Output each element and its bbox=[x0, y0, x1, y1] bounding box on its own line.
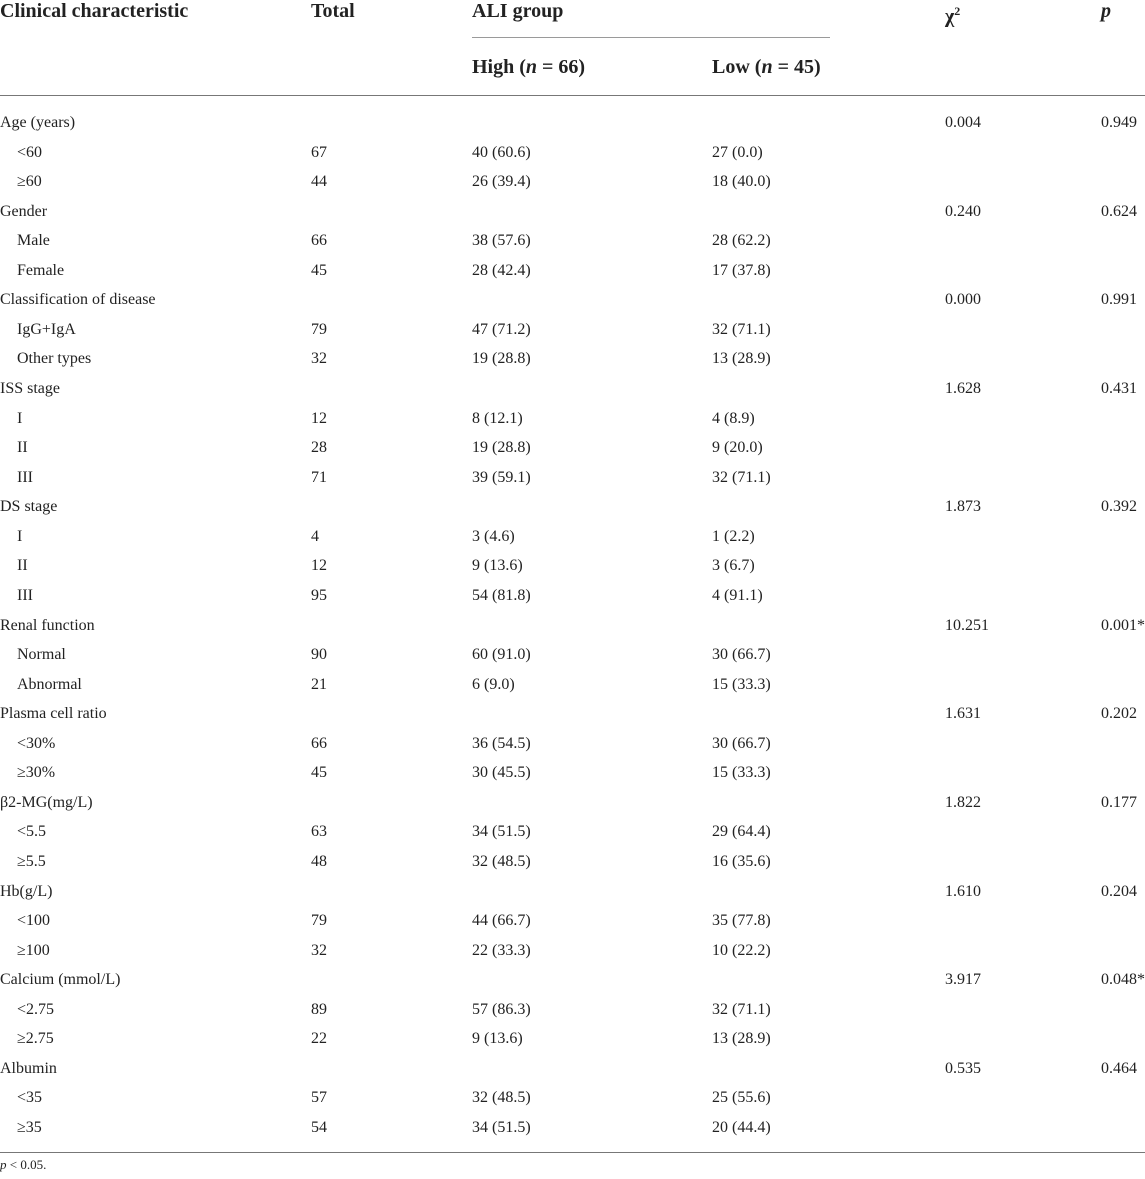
cell-low: 13 (28.9) bbox=[712, 350, 771, 367]
cell-characteristic: Hb(g/L) bbox=[0, 883, 53, 900]
cell-total: 44 bbox=[311, 173, 327, 190]
cell-low: 18 (40.0) bbox=[712, 173, 771, 190]
table-bottom-rule bbox=[0, 1152, 1145, 1153]
cell-characteristic: II bbox=[17, 439, 28, 456]
cell-characteristic: Normal bbox=[17, 646, 66, 663]
cell-total: 79 bbox=[311, 912, 327, 929]
cell-low: 1 (2.2) bbox=[712, 528, 755, 545]
cell-chi-square: 1.822 bbox=[945, 794, 981, 811]
cell-total: 45 bbox=[311, 262, 327, 279]
cell-characteristic: ≥30% bbox=[17, 764, 56, 781]
header-high-n: n bbox=[525, 56, 538, 78]
cell-characteristic: Classification of disease bbox=[0, 291, 156, 308]
cell-characteristic: II bbox=[17, 557, 28, 574]
cell-low: 17 (37.8) bbox=[712, 262, 771, 279]
ali-group-rule bbox=[472, 37, 830, 38]
cell-characteristic: ISS stage bbox=[0, 380, 60, 397]
cell-low: 20 (44.4) bbox=[712, 1119, 771, 1136]
header-bottom-rule bbox=[0, 95, 1145, 96]
cell-characteristic: ≥5.5 bbox=[17, 853, 46, 870]
cell-characteristic: β2-MG(mg/L) bbox=[0, 794, 93, 811]
cell-total: 95 bbox=[311, 587, 327, 604]
cell-high: 32 (48.5) bbox=[472, 1089, 531, 1106]
footnote-p: p bbox=[0, 1157, 7, 1172]
cell-p-value: 0.949 bbox=[1101, 114, 1137, 131]
cell-total: 48 bbox=[311, 853, 327, 870]
cell-low: 10 (22.2) bbox=[712, 942, 771, 959]
header-total: Total bbox=[311, 0, 355, 22]
cell-p-value: 0.431 bbox=[1101, 380, 1137, 397]
header-high-count: = 66) bbox=[537, 56, 586, 78]
cell-characteristic: <60 bbox=[17, 144, 43, 161]
cell-total: 4 bbox=[311, 528, 319, 545]
cell-high: 8 (12.1) bbox=[472, 410, 523, 427]
header-chi-square bbox=[945, 0, 960, 28]
cell-characteristic: Abnormal bbox=[17, 676, 82, 693]
cell-high: 34 (51.5) bbox=[472, 823, 531, 840]
cell-low: 3 (6.7) bbox=[712, 557, 755, 574]
cell-chi-square: 10.251 bbox=[945, 617, 989, 634]
cell-characteristic: IgG+IgA bbox=[17, 321, 76, 338]
cell-total: 66 bbox=[311, 735, 327, 752]
cell-low: 9 (20.0) bbox=[712, 439, 763, 456]
cell-high: 36 (54.5) bbox=[472, 735, 531, 752]
cell-characteristic: <2.75 bbox=[17, 1001, 55, 1018]
cell-characteristic: III bbox=[17, 587, 33, 604]
cell-low: 15 (33.3) bbox=[712, 764, 771, 781]
cell-high: 30 (45.5) bbox=[472, 764, 531, 781]
cell-characteristic: ≥35 bbox=[17, 1119, 42, 1136]
cell-characteristic: Albumin bbox=[0, 1060, 57, 1077]
cell-total: 63 bbox=[311, 823, 327, 840]
cell-low: 35 (77.8) bbox=[712, 912, 771, 929]
cell-total: 45 bbox=[311, 764, 327, 781]
cell-low: 32 (71.1) bbox=[712, 321, 771, 338]
header-p bbox=[1101, 0, 1111, 22]
header-high-label: High ( bbox=[472, 56, 526, 78]
cell-high: 28 (42.4) bbox=[472, 262, 531, 279]
cell-characteristic: III bbox=[17, 469, 33, 486]
cell-total: 67 bbox=[311, 144, 327, 161]
cell-low: 27 (0.0) bbox=[712, 144, 763, 161]
cell-p-value: 0.991 bbox=[1101, 291, 1137, 308]
cell-total: 12 bbox=[311, 410, 327, 427]
cell-chi-square: 1.631 bbox=[945, 705, 981, 722]
cell-p-value: 0.464 bbox=[1101, 1060, 1137, 1077]
cell-low: 32 (71.1) bbox=[712, 469, 771, 486]
cell-high: 34 (51.5) bbox=[472, 1119, 531, 1136]
cell-characteristic: Age (years) bbox=[0, 114, 76, 131]
cell-low: 30 (66.7) bbox=[712, 735, 771, 752]
cell-low: 28 (62.2) bbox=[712, 232, 771, 249]
cell-chi-square: 0.004 bbox=[945, 114, 981, 131]
cell-high: 6 (9.0) bbox=[472, 676, 515, 693]
cell-low: 25 (55.6) bbox=[712, 1089, 771, 1106]
cell-low: 4 (91.1) bbox=[712, 587, 763, 604]
cell-characteristic: I bbox=[17, 528, 23, 545]
chi-superscript: 2 bbox=[954, 4, 961, 18]
cell-low: 32 (71.1) bbox=[712, 1001, 771, 1018]
cell-characteristic: Male bbox=[17, 232, 50, 249]
cell-high: 57 (86.3) bbox=[472, 1001, 531, 1018]
cell-characteristic: ≥100 bbox=[17, 942, 50, 959]
cell-high: 9 (13.6) bbox=[472, 1030, 523, 1047]
cell-characteristic: <35 bbox=[17, 1089, 43, 1106]
cell-chi-square: 1.628 bbox=[945, 380, 981, 397]
cell-p-value: 0.392 bbox=[1101, 498, 1137, 515]
cell-p-value: 0.001* bbox=[1101, 617, 1145, 634]
cell-chi-square: 0.535 bbox=[945, 1060, 981, 1077]
cell-chi-square: 1.610 bbox=[945, 883, 981, 900]
cell-characteristic: ≥2.75 bbox=[17, 1030, 54, 1047]
cell-total: 79 bbox=[311, 321, 327, 338]
cell-characteristic: <100 bbox=[17, 912, 51, 929]
cell-characteristic: Female bbox=[17, 262, 65, 279]
cell-chi-square: 1.873 bbox=[945, 498, 981, 515]
cell-p-value: 0.204 bbox=[1101, 883, 1137, 900]
cell-characteristic: <5.5 bbox=[17, 823, 47, 840]
cell-low: 13 (28.9) bbox=[712, 1030, 771, 1047]
cell-characteristic: ≥60 bbox=[17, 173, 42, 190]
cell-high: 32 (48.5) bbox=[472, 853, 531, 870]
header-low-count: = 45) bbox=[772, 56, 821, 78]
cell-characteristic: Renal function bbox=[0, 617, 95, 634]
cell-high: 44 (66.7) bbox=[472, 912, 531, 929]
cell-p-value: 0.202 bbox=[1101, 705, 1137, 722]
cell-total: 66 bbox=[311, 232, 327, 249]
cell-high: 38 (57.6) bbox=[472, 232, 531, 249]
header-clinical-characteristic: Clinical characteristic bbox=[0, 0, 189, 22]
cell-total: 21 bbox=[311, 676, 327, 693]
header-low-label: Low ( bbox=[712, 56, 762, 78]
cell-low: 16 (35.6) bbox=[712, 853, 771, 870]
cell-characteristic: <30% bbox=[17, 735, 56, 752]
cell-characteristic: Other types bbox=[17, 350, 92, 367]
cell-high: 54 (81.8) bbox=[472, 587, 531, 604]
cell-total: 28 bbox=[311, 439, 327, 456]
cell-high: 22 (33.3) bbox=[472, 942, 531, 959]
cell-high: 60 (91.0) bbox=[472, 646, 531, 663]
cell-characteristic: Calcium (mmol/L) bbox=[0, 971, 121, 988]
cell-characteristic: DS stage bbox=[0, 498, 58, 515]
header-high bbox=[472, 56, 585, 78]
footnote-text: < 0.05. bbox=[6, 1157, 47, 1172]
cell-total: 32 bbox=[311, 942, 327, 959]
header-low-n: n bbox=[761, 56, 773, 78]
cell-low: 15 (33.3) bbox=[712, 676, 771, 693]
cell-high: 19 (28.8) bbox=[472, 350, 531, 367]
cell-chi-square: 3.917 bbox=[945, 971, 981, 988]
cell-total: 89 bbox=[311, 1001, 327, 1018]
chi-symbol: χ bbox=[945, 5, 955, 28]
cell-characteristic: Plasma cell ratio bbox=[0, 705, 107, 722]
header-ali-group: ALI group bbox=[472, 0, 564, 22]
cell-high: 9 (13.6) bbox=[472, 557, 523, 574]
cell-total: 12 bbox=[311, 557, 327, 574]
cell-high: 47 (71.2) bbox=[472, 321, 531, 338]
cell-p-value: 0.624 bbox=[1101, 203, 1137, 220]
cell-total: 22 bbox=[311, 1030, 327, 1047]
cell-high: 26 (39.4) bbox=[472, 173, 531, 190]
footnote bbox=[0, 1157, 46, 1173]
header-p-italic: p bbox=[1101, 0, 1111, 22]
cell-high: 3 (4.6) bbox=[472, 528, 515, 545]
cell-total: 57 bbox=[311, 1089, 327, 1106]
cell-total: 90 bbox=[311, 646, 327, 663]
cell-total: 32 bbox=[311, 350, 327, 367]
cell-low: 30 (66.7) bbox=[712, 646, 771, 663]
cell-characteristic: I bbox=[17, 410, 23, 427]
header-low bbox=[712, 56, 821, 78]
cell-p-value: 0.048* bbox=[1101, 971, 1145, 988]
cell-chi-square: 0.000 bbox=[945, 291, 981, 308]
cell-low: 4 (8.9) bbox=[712, 410, 755, 427]
cell-high: 39 (59.1) bbox=[472, 469, 531, 486]
cell-high: 40 (60.6) bbox=[472, 144, 531, 161]
cell-total: 54 bbox=[311, 1119, 327, 1136]
cell-chi-square: 0.240 bbox=[945, 203, 981, 220]
cell-low: 29 (64.4) bbox=[712, 823, 771, 840]
cell-high: 19 (28.8) bbox=[472, 439, 531, 456]
cell-p-value: 0.177 bbox=[1101, 794, 1137, 811]
cell-characteristic: Gender bbox=[0, 203, 48, 220]
cell-total: 71 bbox=[311, 469, 327, 486]
